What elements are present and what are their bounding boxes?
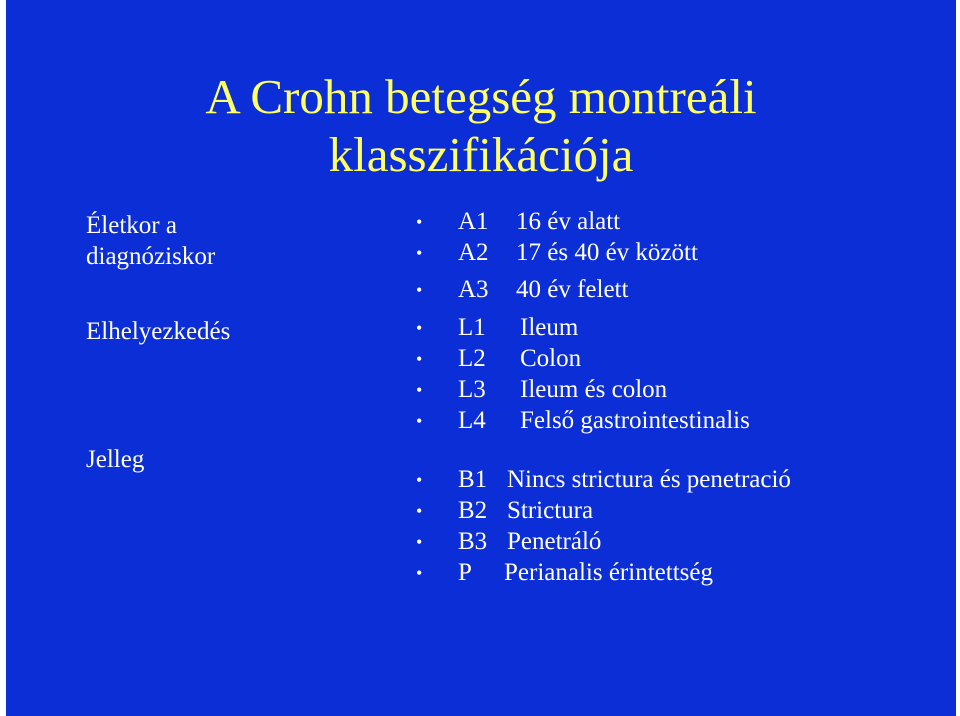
- item-desc: Penetráló: [507, 528, 602, 555]
- title-line-1: A Crohn betegség montreáli: [205, 69, 757, 124]
- item-desc: Nincs strictura és penetració: [507, 466, 791, 493]
- item-code: L3: [458, 376, 486, 403]
- bullet-icon: •: [416, 411, 423, 431]
- slide: [6, 0, 956, 716]
- slide-title: [6, 68, 956, 184]
- item-desc: Ileum: [520, 314, 579, 341]
- item-code: L4: [458, 407, 486, 434]
- item-code: B2: [458, 497, 488, 524]
- item-desc: Strictura: [507, 497, 594, 524]
- item-desc: Colon: [520, 345, 582, 372]
- item-desc: Ileum és colon: [520, 376, 668, 403]
- bullet-icon: •: [416, 349, 423, 369]
- item-code: B1: [458, 466, 488, 493]
- bullet-icon: •: [416, 470, 423, 490]
- bullet-icon: •: [416, 212, 423, 232]
- bullet-icon: •: [416, 532, 423, 552]
- item-desc: Perianalis érintettség: [504, 559, 713, 586]
- item-code: P: [458, 559, 472, 586]
- item-desc: 17 és 40 év között: [516, 239, 698, 266]
- bullet-icon: •: [416, 318, 423, 338]
- bullet-icon: •: [416, 380, 423, 400]
- category-location-label: Elhelyezkedés: [86, 318, 231, 345]
- category-behavior-label: Jelleg: [86, 446, 145, 473]
- category-age-label: [86, 210, 215, 272]
- item-code: A1: [458, 208, 489, 235]
- bullet-icon: •: [416, 280, 423, 300]
- item-code: L1: [458, 314, 486, 341]
- item-desc: Felső gastrointestinalis: [520, 407, 750, 434]
- item-code: A2: [458, 239, 489, 266]
- bullet-icon: •: [416, 563, 423, 583]
- item-code: A3: [458, 276, 489, 303]
- category-age-line-1: Életkor a: [86, 212, 177, 239]
- item-code: L2: [458, 345, 486, 372]
- bullet-icon: •: [416, 501, 423, 521]
- category-age-line-2: diagnóziskor: [86, 243, 216, 270]
- title-line-2: klasszifikációja: [328, 127, 634, 182]
- item-desc: 40 év felett: [516, 276, 629, 303]
- item-desc: 16 év alatt: [516, 208, 621, 235]
- item-code: B3: [458, 528, 488, 555]
- bullet-icon: •: [416, 243, 423, 263]
